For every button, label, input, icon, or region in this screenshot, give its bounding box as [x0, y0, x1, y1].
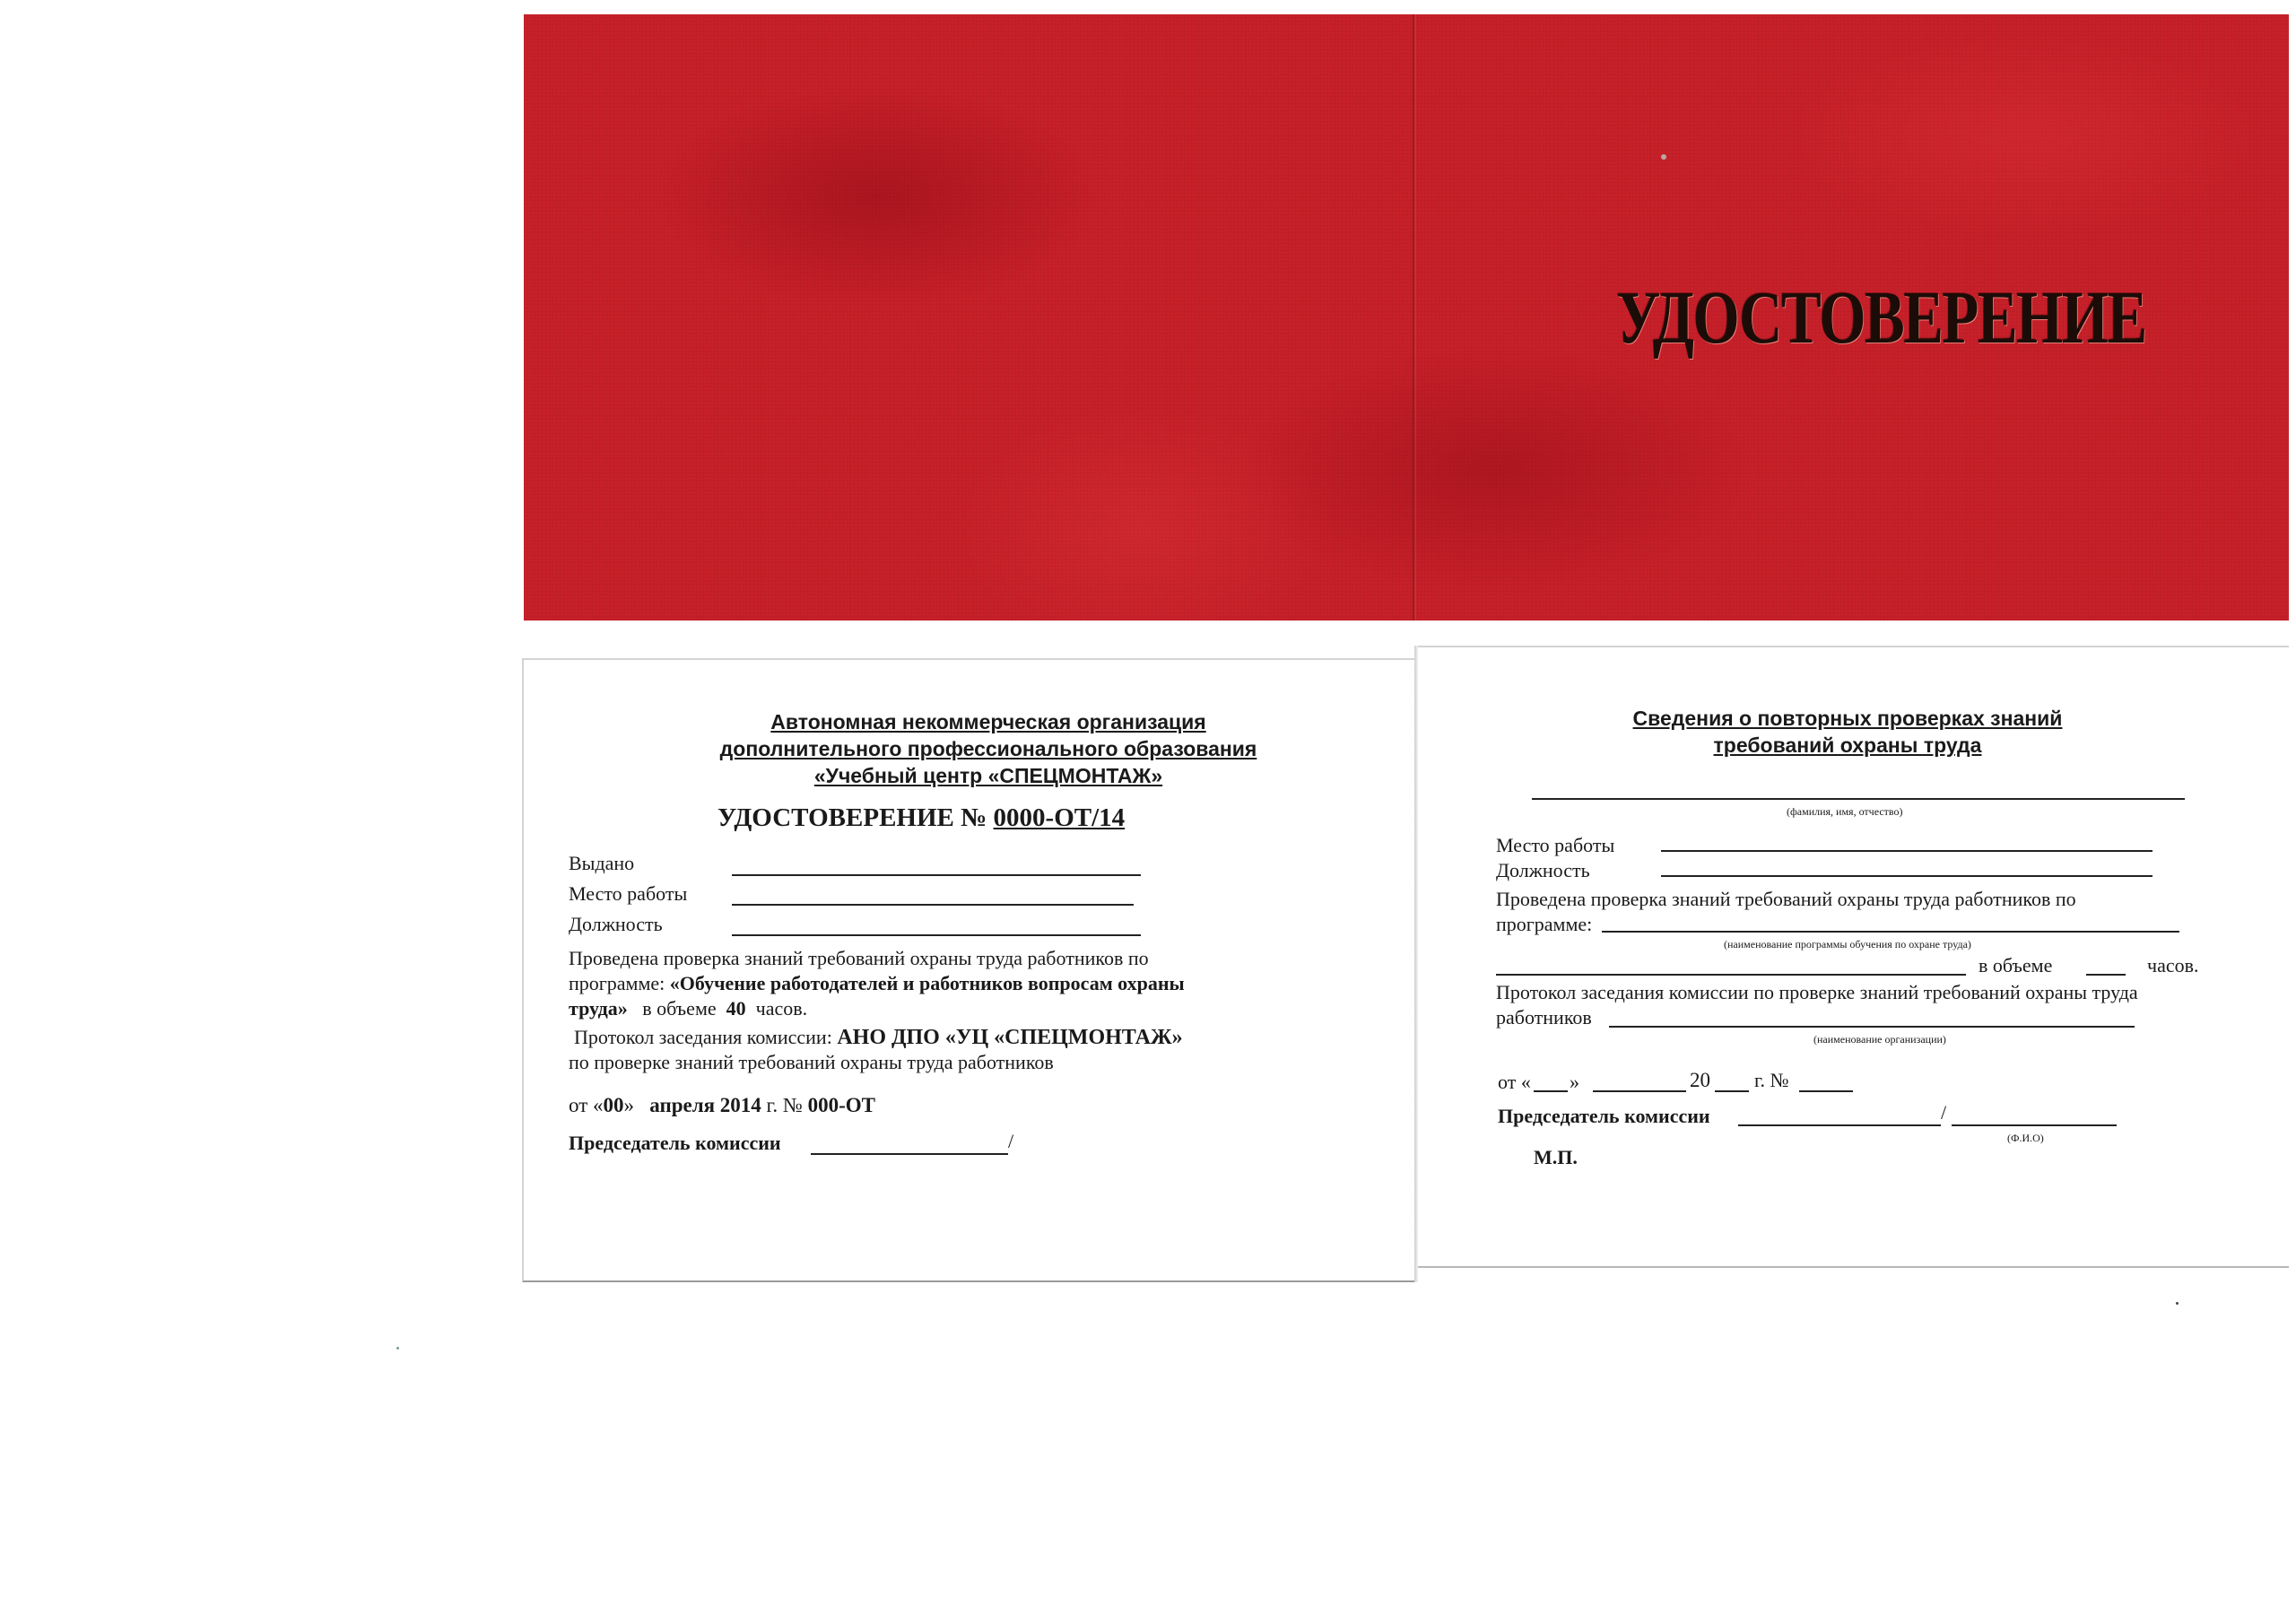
protocol-prefix: Протокол заседания комиссии:: [574, 1026, 832, 1048]
right-date-from: от «: [1498, 1071, 1531, 1093]
cover-speck: [1661, 154, 1666, 160]
right-chairman-signature-line: [1738, 1124, 1941, 1126]
program-prefix: программе:: [569, 972, 665, 994]
inner-fold: [1414, 646, 1418, 1282]
program-caption: (наименование программы обучения по охране труда): [1724, 938, 1971, 950]
certificate-number: 0000-ОТ/14: [993, 803, 1126, 832]
scan-speck: [396, 1347, 399, 1350]
org-name-line2: дополнительного профессионального образования: [719, 737, 1257, 760]
right-chairman-label: Председатель комиссии: [1498, 1105, 1710, 1127]
chairman-signature-line: [811, 1153, 1008, 1155]
right-chairman-name-line: [1952, 1124, 2117, 1126]
date-number-label: г. №: [766, 1094, 803, 1116]
certificate-heading: [718, 803, 1125, 833]
right-position-label: Должность: [1496, 859, 1590, 881]
stamp-label: М.П.: [1534, 1146, 1578, 1168]
right-volume-label: в объеме: [1979, 954, 2053, 976]
right-position-line: [1661, 875, 2152, 877]
right-check-line1: Проведена проверка знаний требований охраны труда работников по: [1496, 888, 2076, 910]
cover-fold: [1413, 14, 1416, 621]
organization-caption: (наименование организации): [1813, 1033, 1946, 1046]
org-name-line3: «Учебный центр «СПЕЦМОНТАЖ»: [813, 764, 1163, 787]
right-check-line2: программе:: [1496, 913, 1593, 935]
right-date-month-line: [1593, 1090, 1686, 1092]
program-line: [1602, 931, 2179, 933]
certificate-label: УДОСТОВЕРЕНИЕ №: [718, 803, 987, 832]
hours-label: часов.: [755, 997, 808, 1020]
fio-caption: (фамилия, имя, отчество): [1787, 805, 1903, 818]
protocol-date: [569, 1094, 875, 1117]
right-year-prefix: 20: [1690, 1069, 1710, 1091]
program-name-part1: «Обучение работодателей и работников вопросам охраны: [669, 972, 1185, 994]
right-number-line: [1799, 1090, 1853, 1092]
chairman-slash: /: [1008, 1130, 1014, 1152]
check-text-line2: [569, 972, 1185, 995]
right-volume-line: [2086, 974, 2126, 976]
program-line2: [1496, 974, 1966, 976]
cover-title: УДОСТОВЕРЕНИЕ: [1616, 276, 2146, 360]
organization-line: [1609, 1026, 2135, 1028]
scan-speck: [2176, 1302, 2179, 1305]
right-workplace-label: Место работы: [1496, 834, 1615, 856]
right-workplace-line: [1661, 850, 2152, 852]
workplace-line: [732, 904, 1134, 906]
right-year-line: [1715, 1090, 1749, 1092]
right-chairman-slash: /: [1941, 1101, 1947, 1124]
fio-short-caption: (Ф.И.О): [2007, 1132, 2044, 1144]
issued-line: [732, 874, 1141, 876]
certificate-cover: [524, 14, 2289, 621]
date-day: 00: [603, 1094, 624, 1116]
org-name-line1: Автономная некоммерческая организация: [770, 710, 1206, 733]
issued-label: Выдано: [569, 852, 635, 874]
right-hours-label: часов.: [2147, 954, 2199, 976]
repeat-checks-title-line1: Сведения о повторных проверках знаний: [1632, 707, 2063, 730]
right-protocol-line2: работников: [1496, 1006, 1592, 1028]
volume-label: в объеме: [642, 997, 717, 1020]
protocol-line2: по проверке знаний требований охраны труда работников: [569, 1051, 1054, 1073]
certificate-inner-spread: [522, 658, 2289, 1282]
right-date-close: »: [1570, 1071, 1579, 1093]
date-number: 000-ОТ: [807, 1094, 875, 1116]
program-name-part2: труда»: [569, 997, 628, 1020]
right-date-day-line: [1534, 1090, 1568, 1092]
position-line: [732, 934, 1141, 936]
date-from: от «: [569, 1094, 604, 1116]
date-month-year: апреля 2014: [649, 1094, 761, 1116]
chairman-label: Председатель комиссии: [569, 1132, 781, 1154]
right-protocol-line1: Протокол заседания комиссии по проверке знаний требований охраны труда: [1496, 981, 2138, 1003]
protocol-line1: [574, 1026, 1183, 1050]
volume-value: 40: [726, 997, 746, 1020]
check-text-line3: [569, 997, 807, 1020]
right-number-label: г. №: [1754, 1069, 1789, 1091]
check-text-line1: Проведена проверка знаний требований охраны труда работников по: [569, 947, 1149, 969]
workplace-label: Место работы: [569, 882, 688, 905]
date-close: »: [623, 1094, 634, 1116]
protocol-org: АНО ДПО «УЦ «СПЕЦМОНТАЖ»: [837, 1026, 1183, 1049]
position-label: Должность: [569, 913, 663, 935]
repeat-checks-title-line2: требований охраны труда: [1713, 733, 1982, 757]
fio-line: [1532, 798, 2185, 800]
